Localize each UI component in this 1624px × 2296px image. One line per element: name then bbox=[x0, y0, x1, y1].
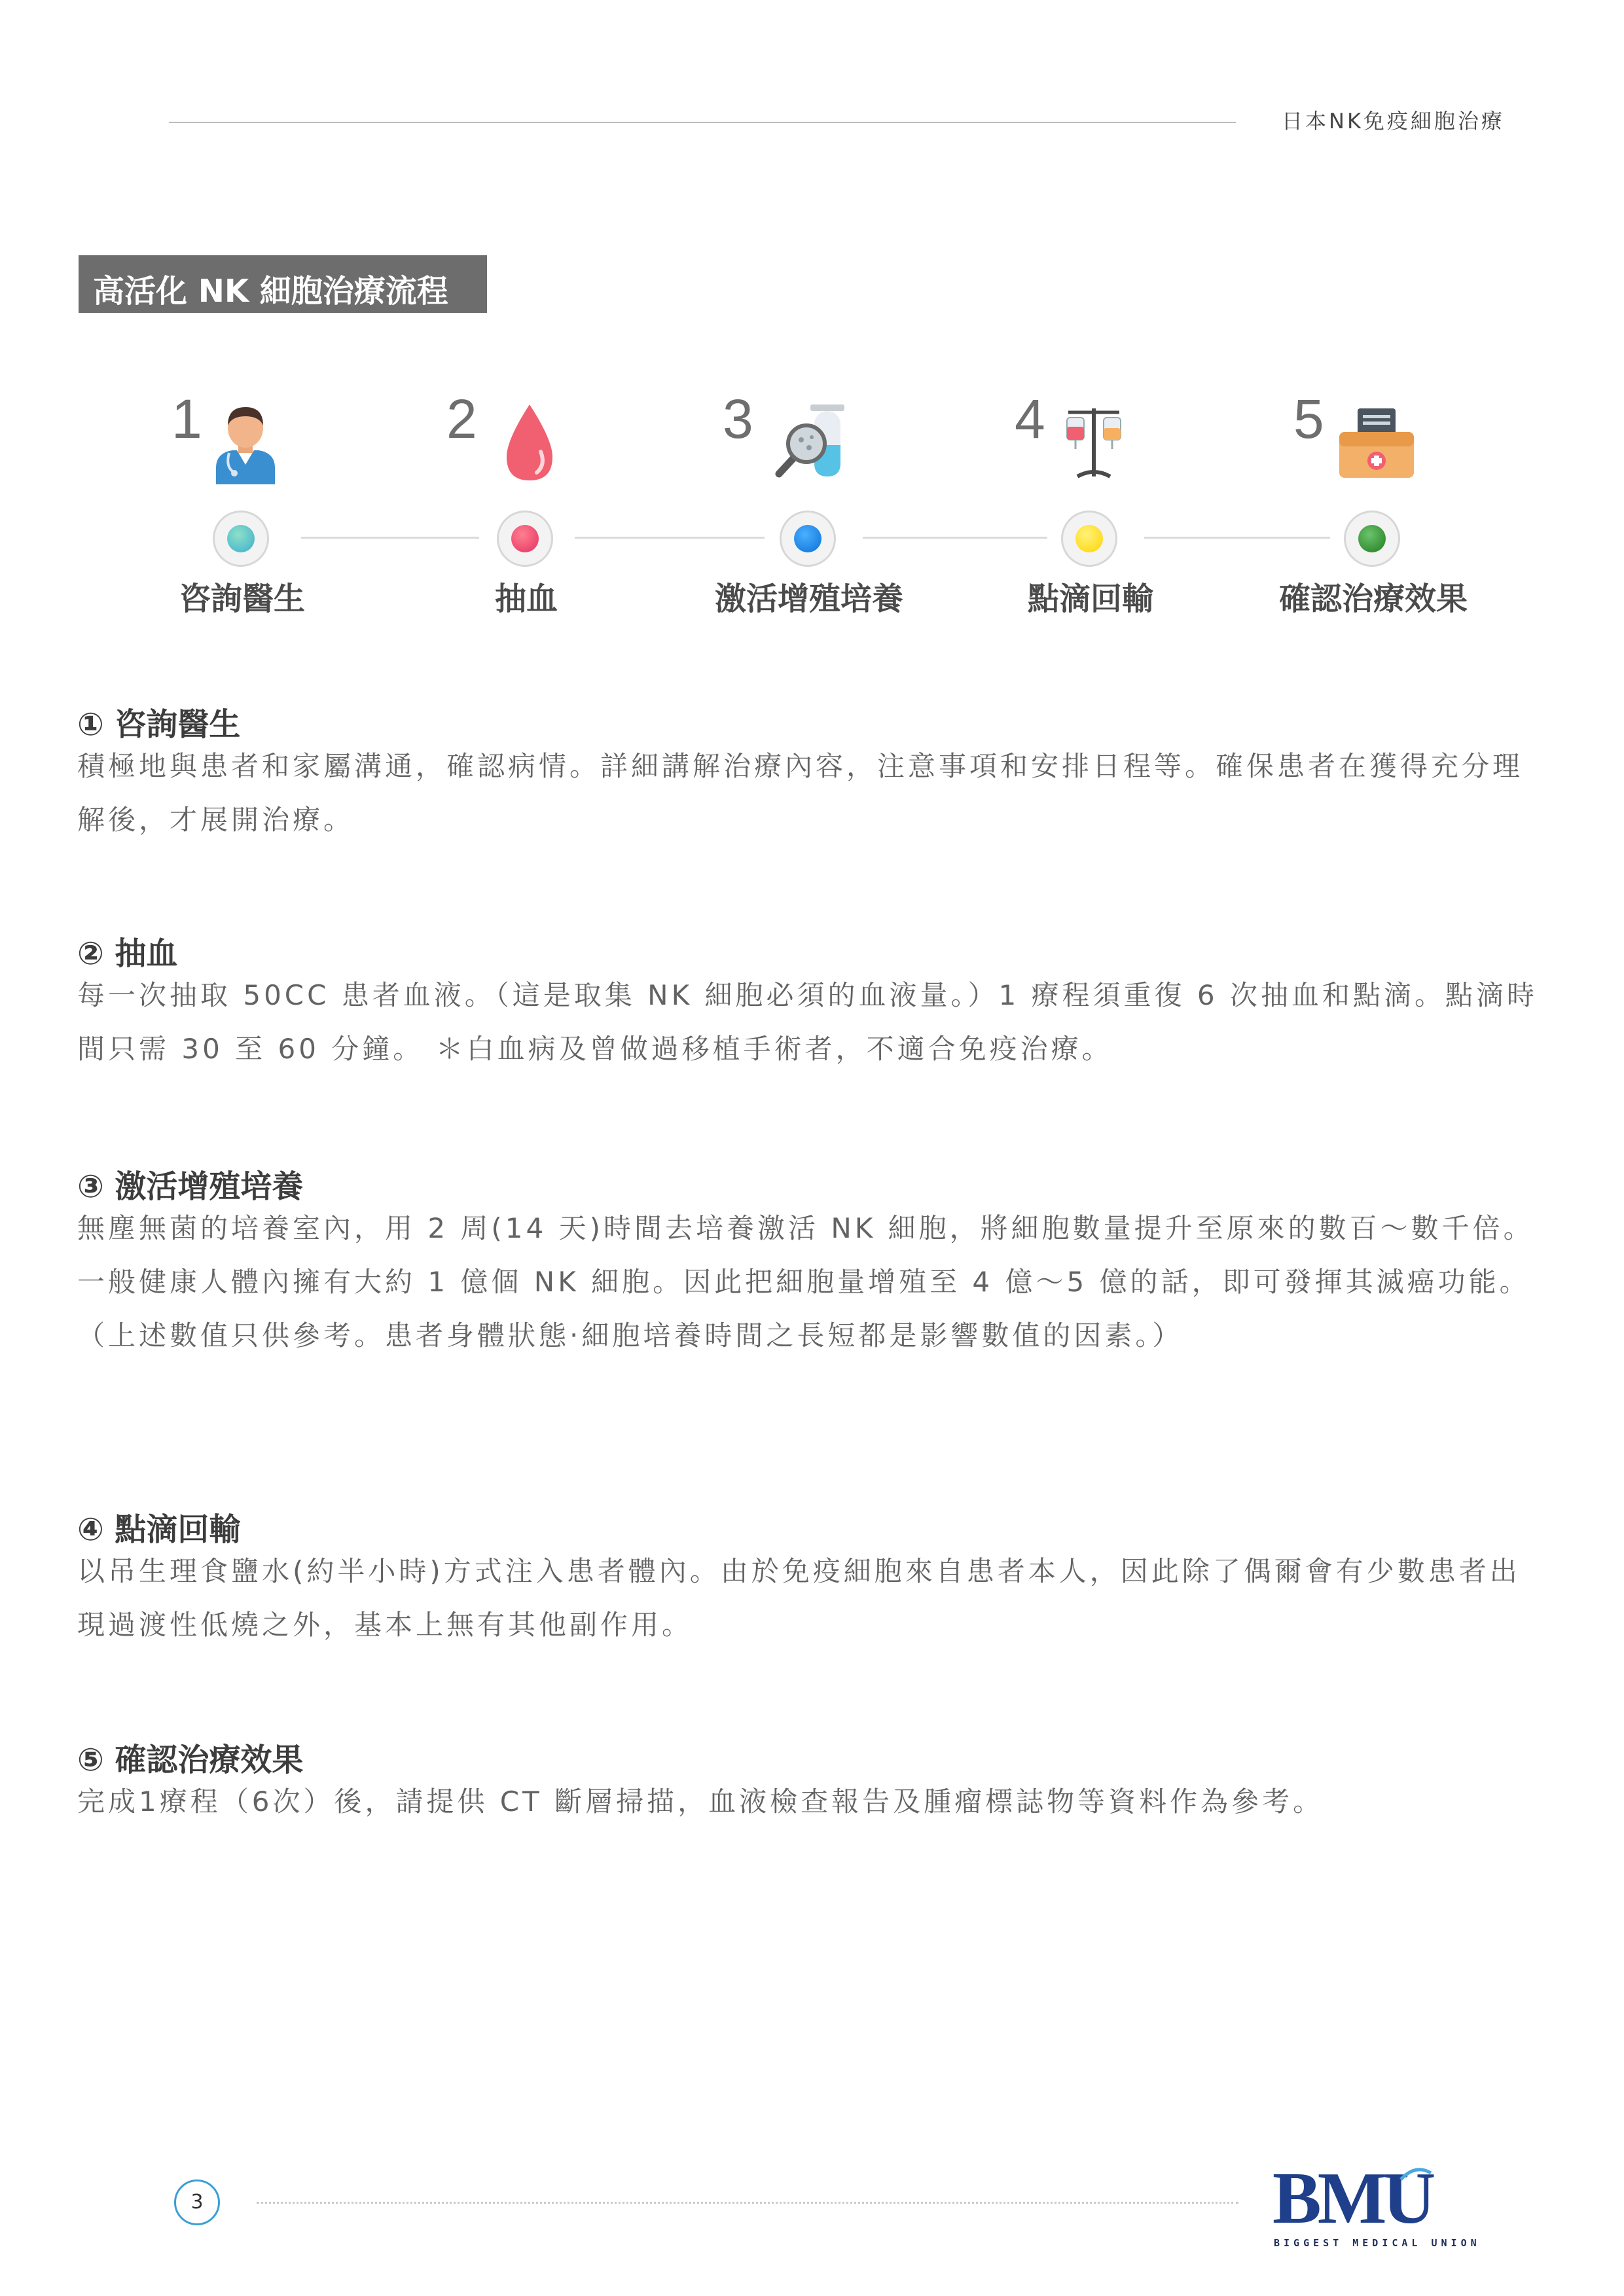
step-5 bbox=[1242, 386, 1504, 622]
section-body: 積極地與患者和家屬溝通，確認病情。詳細講解治療內容，注意事項和安排日程等。確保患者在獲得充分理解後，才展開治療。 bbox=[77, 750, 1524, 836]
step-dot bbox=[1358, 525, 1386, 552]
iv-drip-icon bbox=[1051, 399, 1136, 484]
step-label: 點滴回輸 bbox=[1027, 581, 1153, 617]
step-label: 咨詢醫生 bbox=[179, 581, 305, 617]
step-2 bbox=[395, 386, 657, 622]
header-rule bbox=[169, 122, 1236, 123]
section-title: ④ 點滴回輸 bbox=[77, 1511, 241, 1548]
header-title: 日本NK免疫細胞治療 bbox=[1282, 109, 1505, 134]
step-label: 抽血 bbox=[494, 581, 558, 617]
doctor-icon bbox=[203, 399, 288, 484]
section-body: 無塵無菌的培養室內，用 2 周(14 天)時間去培養激活 NK 細胞，將細胞數量提升至原來的數百～數千倍。一般健康人體內擁有大約 1 億個 NK 細胞。因此把細胞量增殖至 4 億～5 億的話，即可發揮其滅癌功能。（上述數值只供參考。患者身體狀態‧細胞培養時間之長短都是影響數值的因素。） bbox=[77, 1212, 1534, 1352]
step-number: 4 bbox=[1015, 388, 1045, 450]
footer-rule bbox=[257, 2202, 1238, 2204]
step-dot bbox=[227, 525, 255, 552]
step-label: 確認治療效果 bbox=[1278, 581, 1468, 617]
section-body: 每一次抽取 50CC 患者血液。（這是取集 NK 細胞必須的血液量。）1 療程須重復 6 次抽血和點滴。點滴時間只需 30 至 60 分鐘。 ＊白血病及曾做過移植手術者，不適合免疫治療。 bbox=[77, 979, 1538, 1065]
lab-culture-icon bbox=[770, 399, 855, 484]
step-marker bbox=[1344, 511, 1400, 567]
step-number: 2 bbox=[446, 388, 477, 450]
step-marker bbox=[497, 511, 553, 567]
logo-subtitle: BIGGEST MEDICAL UNION bbox=[1274, 2237, 1481, 2249]
section-title: ② 抽血 bbox=[77, 935, 178, 972]
step-3 bbox=[678, 386, 940, 622]
section-banner bbox=[79, 255, 487, 313]
bmu-logo bbox=[1270, 2158, 1481, 2251]
step-dot bbox=[1075, 525, 1103, 552]
step-number: 5 bbox=[1293, 388, 1324, 450]
section-body: 完成1療程（6次）後，請提供 CT 斷層掃描，血液檢查報告及腫瘤標誌物等資料作為參考。 bbox=[77, 1785, 1324, 1818]
step-label: 激活增殖培養 bbox=[714, 581, 903, 617]
banner-title: 高活化 NK 細胞治療流程 bbox=[93, 273, 448, 310]
section-title: ③ 激活增殖培養 bbox=[77, 1168, 304, 1205]
section-body: 以吊生理食鹽水(約半小時)方式注入患者體內。由於免疫細胞來自患者本人，因此除了偶爾會有少數患者出現過渡性低燒之外，基本上無有其他副作用。 bbox=[77, 1555, 1521, 1641]
step-marker bbox=[780, 511, 836, 567]
blood-drop-icon bbox=[487, 399, 572, 484]
step-marker bbox=[213, 511, 269, 567]
step-number: 3 bbox=[723, 388, 753, 450]
section-title: ① 咨詢醫生 bbox=[77, 706, 241, 743]
step-1 bbox=[111, 386, 373, 622]
section-title: ⑤ 確認治療效果 bbox=[77, 1742, 304, 1778]
step-dot bbox=[794, 525, 821, 552]
step-number: 1 bbox=[171, 388, 202, 450]
step-marker bbox=[1061, 511, 1117, 567]
step-dot bbox=[511, 525, 539, 552]
step-4 bbox=[960, 386, 1221, 622]
logo-text: BMU bbox=[1272, 2158, 1432, 2239]
medical-kit-icon bbox=[1334, 399, 1419, 484]
page-number: 3 bbox=[174, 2179, 220, 2225]
